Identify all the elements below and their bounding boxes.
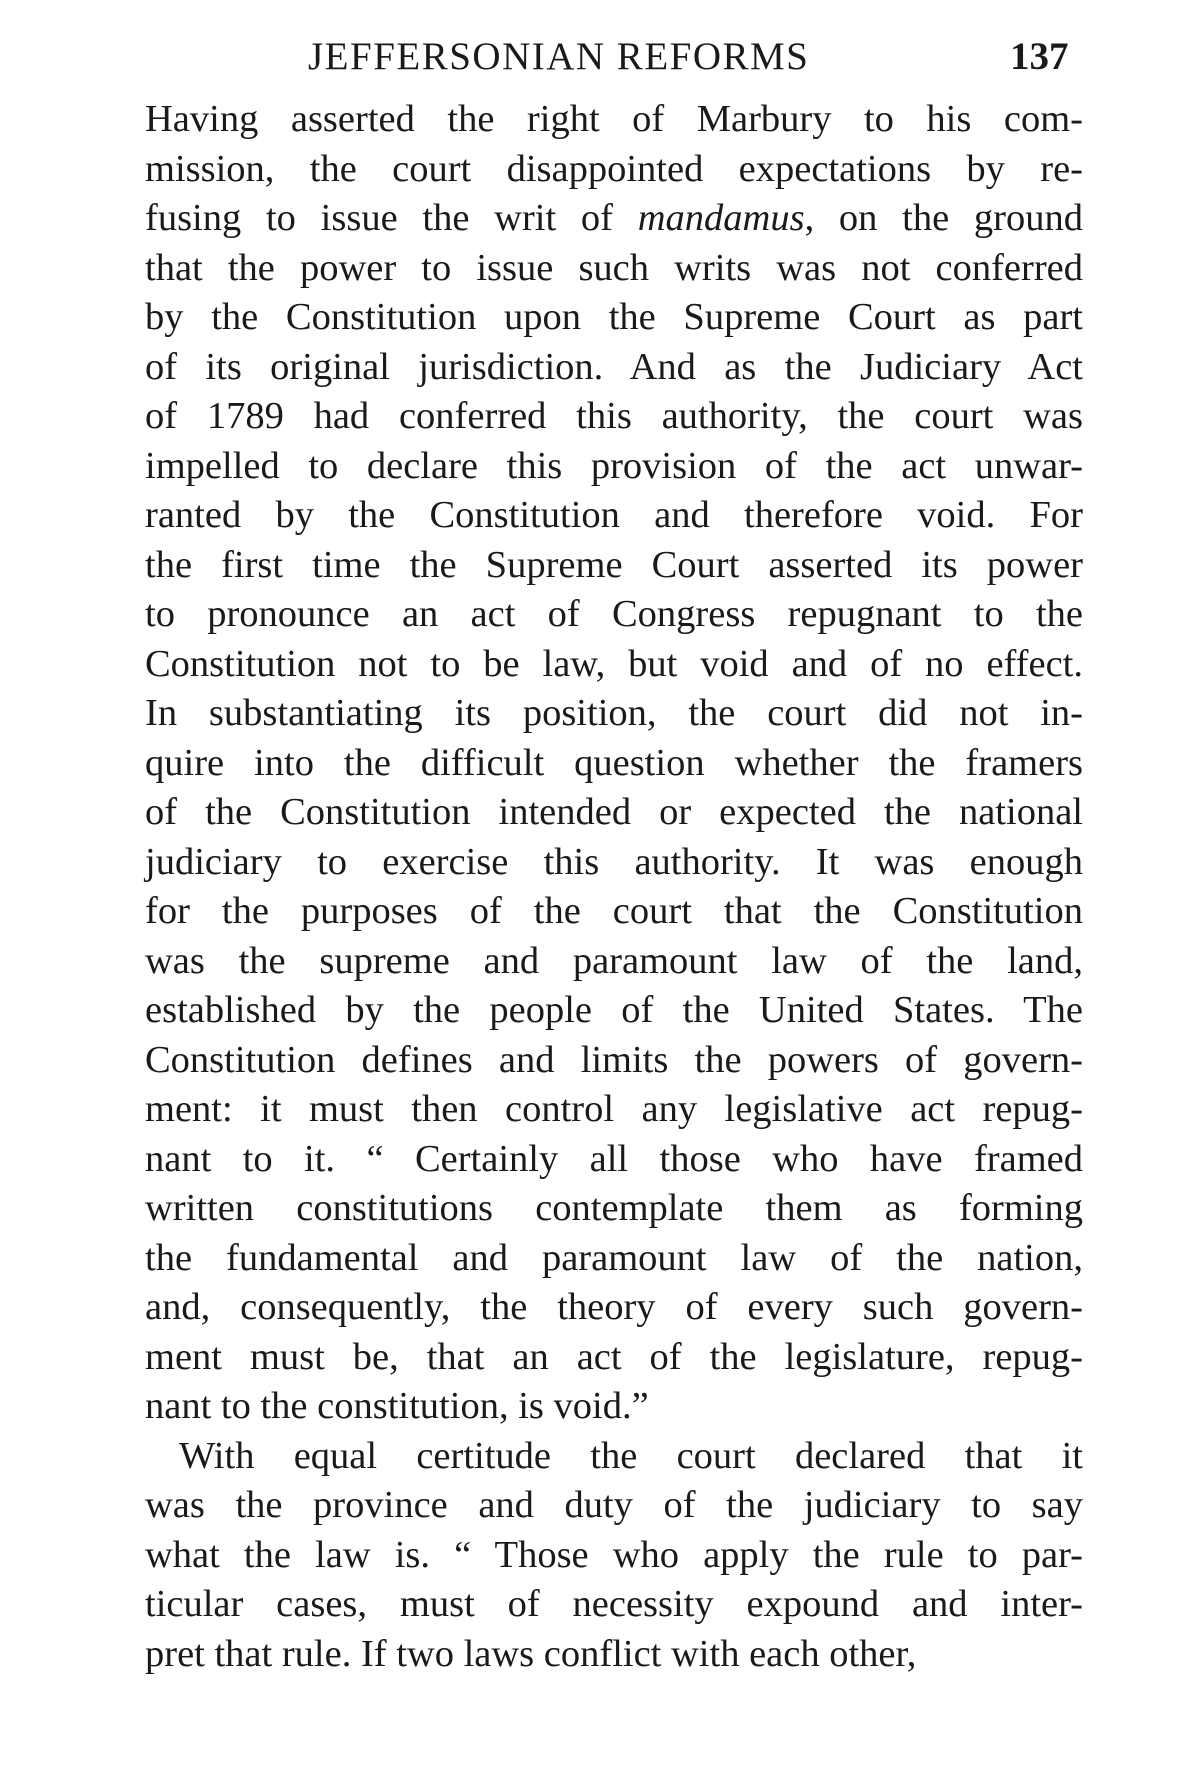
text-line: nant to it. “ Certainly all those who have framed: [145, 1137, 1083, 1180]
text-line: what the law is. “ Those who apply the rule to par-: [145, 1533, 1083, 1576]
text-line: ranted by the Constitution and therefore void. For: [145, 494, 1083, 536]
text-line: mission, the court disappointed expectations by re-: [145, 147, 1083, 190]
page-header: [0, 28, 1185, 88]
text-line: Constitution not to be law, but void and of no effect.: [145, 642, 1083, 685]
text-segment: , on the ground: [804, 197, 1083, 239]
text-line: and, consequently, the theory of every such govern-: [145, 1286, 1083, 1328]
text-line: ment must be, that an act of the legislature, repug-: [145, 1335, 1083, 1378]
text-line: of 1789 had conferred this authority, the court was: [145, 395, 1083, 437]
running-title: JEFFERSONIAN REFORMS: [308, 35, 810, 78]
text-line: judiciary to exercise this authority. It was enough: [145, 840, 1083, 883]
text-line: the fundamental and paramount law of the nation,: [145, 1236, 1083, 1279]
text-line: for the purposes of the court that the Constitution: [145, 890, 1083, 932]
text-line: by the Constitution upon the Supreme Court as part: [145, 296, 1083, 338]
text-line: ment: it must then control any legislative act repug-: [145, 1088, 1083, 1130]
text-line: established by the people of the United States. The: [145, 989, 1083, 1031]
text-line: quire into the difficult question whether the framers: [145, 741, 1083, 784]
text-line: ticular cases, must of necessity expound and inter-: [145, 1583, 1083, 1625]
italic-term: mandamus: [637, 197, 805, 239]
paragraph: [145, 95, 1083, 1432]
page-number: 137: [1010, 35, 1069, 78]
body-text: [145, 95, 1083, 1679]
text-line: With equal certitude the court declared that it: [179, 1434, 1083, 1477]
text-line: [145, 194, 1083, 244]
text-line: Constitution defines and limits the powers of govern-: [145, 1038, 1083, 1081]
text-line: pret that rule. If two laws conflict with each other,: [145, 1632, 917, 1675]
text-line: was the province and duty of the judiciary to say: [145, 1484, 1083, 1526]
text-line: the first time the Supreme Court asserted its power: [145, 543, 1083, 586]
text-line: to pronounce an act of Congress repugnant to the: [145, 593, 1083, 635]
text-segment: fusing to issue the writ of: [145, 197, 638, 239]
text-line: impelled to declare this provision of the act unwar-: [145, 444, 1083, 487]
text-line: nant to the constitution, is void.”: [145, 1385, 649, 1427]
text-line: In substantiating its position, the court did not in-: [145, 692, 1083, 734]
text-line: Having asserted the right of Marbury to his com-: [145, 98, 1083, 140]
text-line: of the Constitution intended or expected the national: [145, 791, 1083, 833]
text-line: was the supreme and paramount law of the land,: [145, 939, 1083, 982]
text-line: that the power to issue such writs was not conferred: [145, 246, 1083, 289]
paragraph: [145, 1432, 1083, 1680]
text-line: written constitutions contemplate them as forming: [145, 1187, 1083, 1229]
text-line: of its original jurisdiction. And as the Judiciary Act: [145, 345, 1083, 388]
